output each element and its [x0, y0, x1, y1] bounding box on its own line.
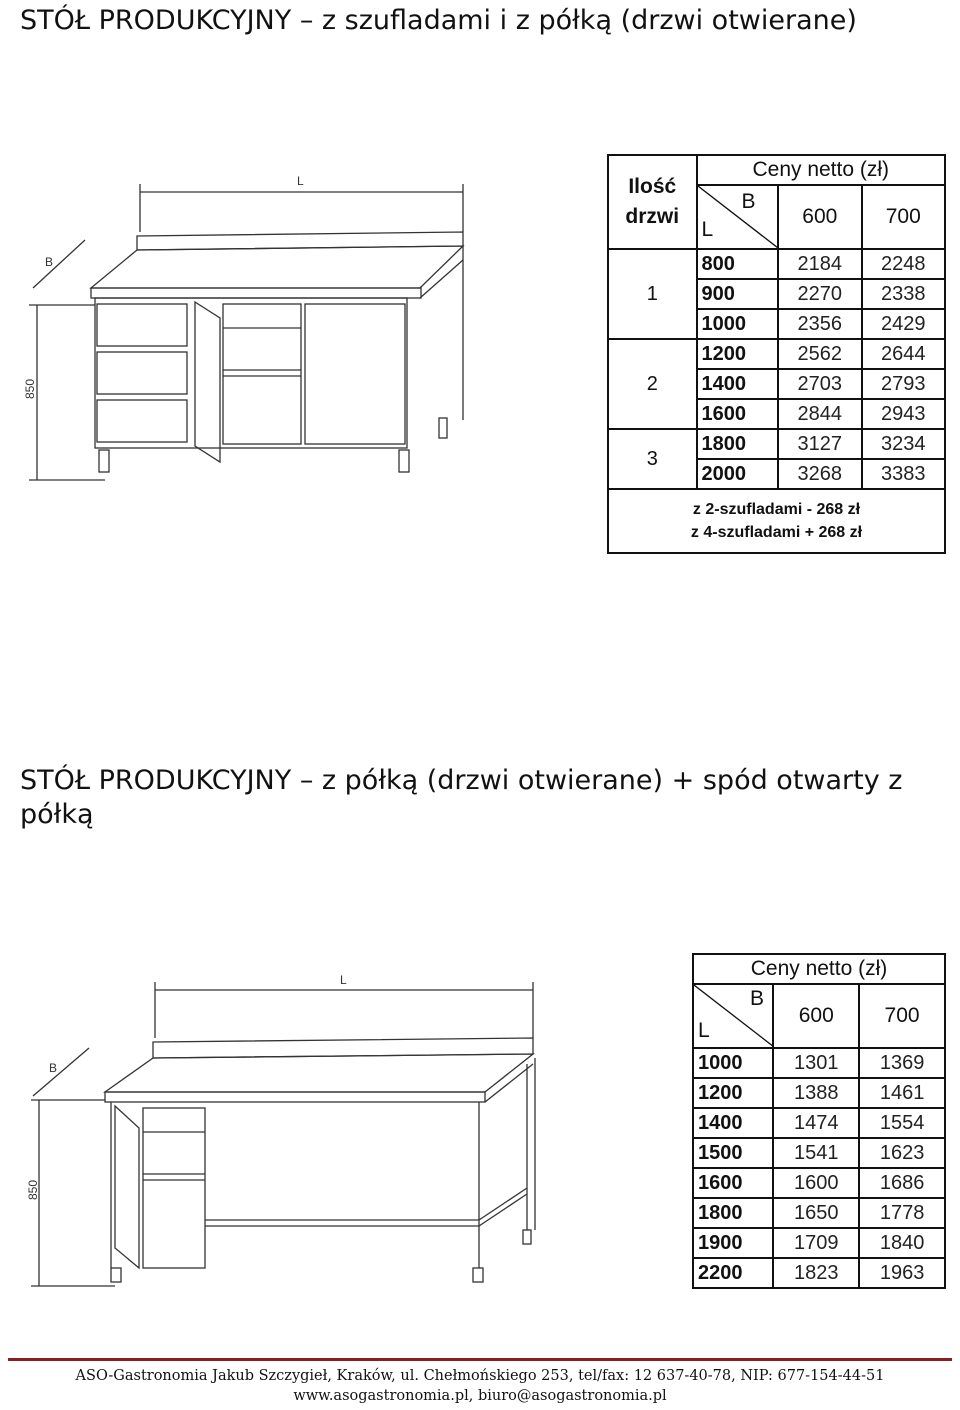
table-cell: 2356	[778, 309, 861, 339]
table-row	[693, 1228, 945, 1258]
table-cell: 2562	[778, 339, 861, 369]
table-cell: 1500	[693, 1138, 773, 1168]
table-row	[693, 1258, 945, 1288]
prices-header: Ceny netto (zł)	[693, 954, 945, 984]
table-cell: 2000	[697, 459, 779, 489]
table-cell: 3268	[778, 459, 861, 489]
table-cell: 1541	[773, 1138, 859, 1168]
dim-depth-label: B	[45, 255, 54, 269]
footer-company-info: ASO-Gastronomia Jakub Szczygieł, Kraków, ul. Chełmońskiego 253, tel/fax: 12 637-40-78, NIP: 677-154-44-51	[75, 1368, 885, 1384]
corner-l-label: L	[701, 218, 714, 241]
table-cell: 2943	[862, 399, 945, 429]
table-row	[693, 1138, 945, 1168]
table-cell: 1200	[697, 339, 779, 369]
open-table-drawing	[15, 968, 555, 1298]
table-cell: 1000	[697, 309, 779, 339]
table-cell: 900	[697, 279, 779, 309]
table-row	[693, 1198, 945, 1228]
corner-cell	[697, 185, 779, 249]
footer-divider	[8, 1358, 952, 1361]
price-table-1	[607, 154, 946, 554]
table-cell: 1461	[859, 1078, 945, 1108]
table-cell: 3234	[862, 429, 945, 459]
doors-3: 3	[608, 429, 697, 489]
price-table-2	[692, 953, 946, 1289]
table-cell: 3383	[862, 459, 945, 489]
table-cell: 2703	[778, 369, 861, 399]
table-with-drawers-drawing	[15, 170, 485, 490]
table-cell: 1200	[693, 1078, 773, 1108]
table-cell: 3127	[778, 429, 861, 459]
table-row	[693, 1168, 945, 1198]
table-cell: 1000	[693, 1048, 773, 1078]
table-cell: 1600	[773, 1168, 859, 1198]
table-row	[693, 1078, 945, 1108]
table-cell: 2200	[693, 1258, 773, 1288]
table-cell: 1400	[693, 1108, 773, 1138]
table-cell: 1369	[859, 1048, 945, 1078]
drawer-notes	[608, 489, 945, 553]
note-4-drawers: z 4-szufladami + 268 zł	[690, 524, 863, 541]
corner-l-label: L	[698, 1019, 710, 1042]
table-cell: 1900	[693, 1228, 773, 1258]
table-cell: 2248	[862, 249, 945, 279]
doors-1: 1	[608, 249, 697, 339]
table-cell: 2644	[862, 339, 945, 369]
table-cell: 1963	[859, 1258, 945, 1288]
table-cell: 1400	[697, 369, 779, 399]
table-cell: 800	[697, 249, 779, 279]
corner-b-label: B	[750, 987, 765, 1010]
col-600: 600	[778, 185, 861, 249]
table-row	[608, 429, 945, 459]
table-row	[693, 1108, 945, 1138]
table-cell: 1778	[859, 1198, 945, 1228]
table-cell: 1686	[859, 1168, 945, 1198]
table-cell: 1800	[697, 429, 779, 459]
table-cell: 2338	[862, 279, 945, 309]
note-2-drawers: z 2-szufladami - 268 zł	[692, 501, 861, 518]
doors-header: Ilość drzwi	[608, 155, 697, 249]
table-cell: 2429	[862, 309, 945, 339]
table-row	[693, 1048, 945, 1078]
table-cell: 1301	[773, 1048, 859, 1078]
table-cell: 1600	[697, 399, 779, 429]
section1-title: STÓŁ PRODUKCYJNY – z szufladami i z półką (drzwi otwierane)	[20, 5, 857, 36]
table-cell: 1823	[773, 1258, 859, 1288]
table-cell: 1709	[773, 1228, 859, 1258]
doors-2: 2	[608, 339, 697, 429]
table-cell: 1474	[773, 1108, 859, 1138]
dim-height-label: 850	[26, 1179, 40, 1200]
table-cell: 2793	[862, 369, 945, 399]
footer-contact: www.asogastronomia.pl, biuro@asogastronomia.pl	[293, 1388, 667, 1404]
table-cell: 1554	[859, 1108, 945, 1138]
table-cell: 2270	[778, 279, 861, 309]
table-cell: 2184	[778, 249, 861, 279]
dim-length-label: L	[340, 973, 347, 987]
table-row	[608, 339, 945, 369]
section2-title: STÓŁ PRODUKCYJNY – z półką (drzwi otwierane) + spód otwarty z półką	[20, 765, 903, 830]
table-cell: 1388	[773, 1078, 859, 1108]
dim-length-label: L	[297, 174, 304, 188]
corner-cell	[693, 984, 773, 1048]
col-700: 700	[862, 185, 945, 249]
table-row	[608, 249, 945, 279]
dim-height-label: 850	[23, 378, 37, 399]
col-600: 600	[773, 984, 859, 1048]
corner-b-label: B	[741, 190, 756, 213]
table-cell: 2844	[778, 399, 861, 429]
col-700: 700	[859, 984, 945, 1048]
table-cell: 1623	[859, 1138, 945, 1168]
table-cell: 1840	[859, 1228, 945, 1258]
table-cell: 1600	[693, 1168, 773, 1198]
prices-header: Ceny netto (zł)	[697, 155, 945, 185]
table-cell: 1800	[693, 1198, 773, 1228]
dim-depth-label: B	[49, 1061, 58, 1075]
table-cell: 1650	[773, 1198, 859, 1228]
